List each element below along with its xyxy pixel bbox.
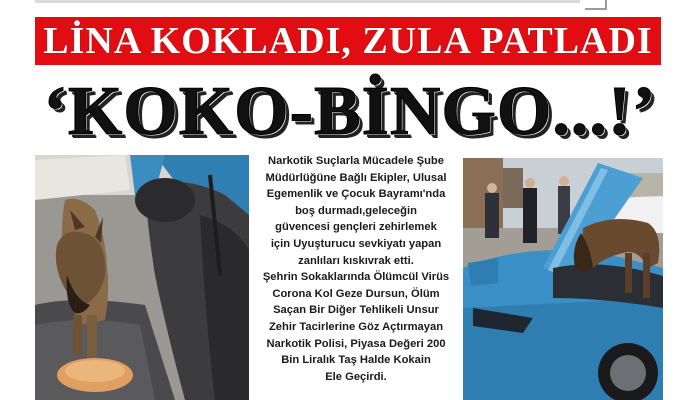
dog-in-car-photo: [35, 155, 249, 400]
article-line: için Uyuşturucu sevkiyatı yapan: [270, 237, 442, 250]
article-line: güvencesi gençleri zehirlemek: [275, 221, 437, 234]
dog-in-car-illustration: [35, 155, 249, 400]
dog-on-car-photo: [463, 158, 663, 400]
article-line: Narkotik Polisi, Piyasa Değeri 200: [266, 337, 446, 350]
dog-on-car-illustration: [463, 158, 663, 400]
article-line: Zehir Tacirlerine Göz Açtırmayan: [268, 320, 444, 333]
article-line: Narkotik Suçlarla Mücadele Şube: [268, 155, 444, 167]
top-decoration: [0, 0, 700, 8]
kicker-text: LİNA KOKLADI, ZULA PATLADI: [43, 20, 653, 62]
article-line: Şehrin Sokaklarında Ölümcül Virüs: [262, 271, 450, 284]
article-line: Saçan Bir Diğer Tehlikeli Unsur: [273, 304, 439, 317]
article-line: Corona Kol Geze Dursun, Ölüm: [272, 287, 440, 300]
headline-text: ‘KOKO-BİNGO...!’: [43, 73, 657, 150]
kicker-banner: [35, 17, 661, 65]
top-rule: [35, 0, 580, 3]
article-line: zanlıları kıskıvrak etti.: [298, 254, 414, 267]
article-line: Ele Geçirdi.: [325, 370, 387, 383]
article-line: Müdürlüğüne Bağlı Ekipler, Ulusal: [265, 171, 447, 184]
corner-arrow-icon: [585, 0, 607, 10]
article-line: Egemenlik ve Çocuk Bayramı'nda: [266, 188, 446, 201]
article-line: Bin Liralık Taş Halde Kokain: [281, 354, 431, 367]
headline: [35, 72, 665, 152]
article-body: [252, 153, 460, 385]
article-line: boş durmadı,geleceğin: [295, 204, 417, 217]
